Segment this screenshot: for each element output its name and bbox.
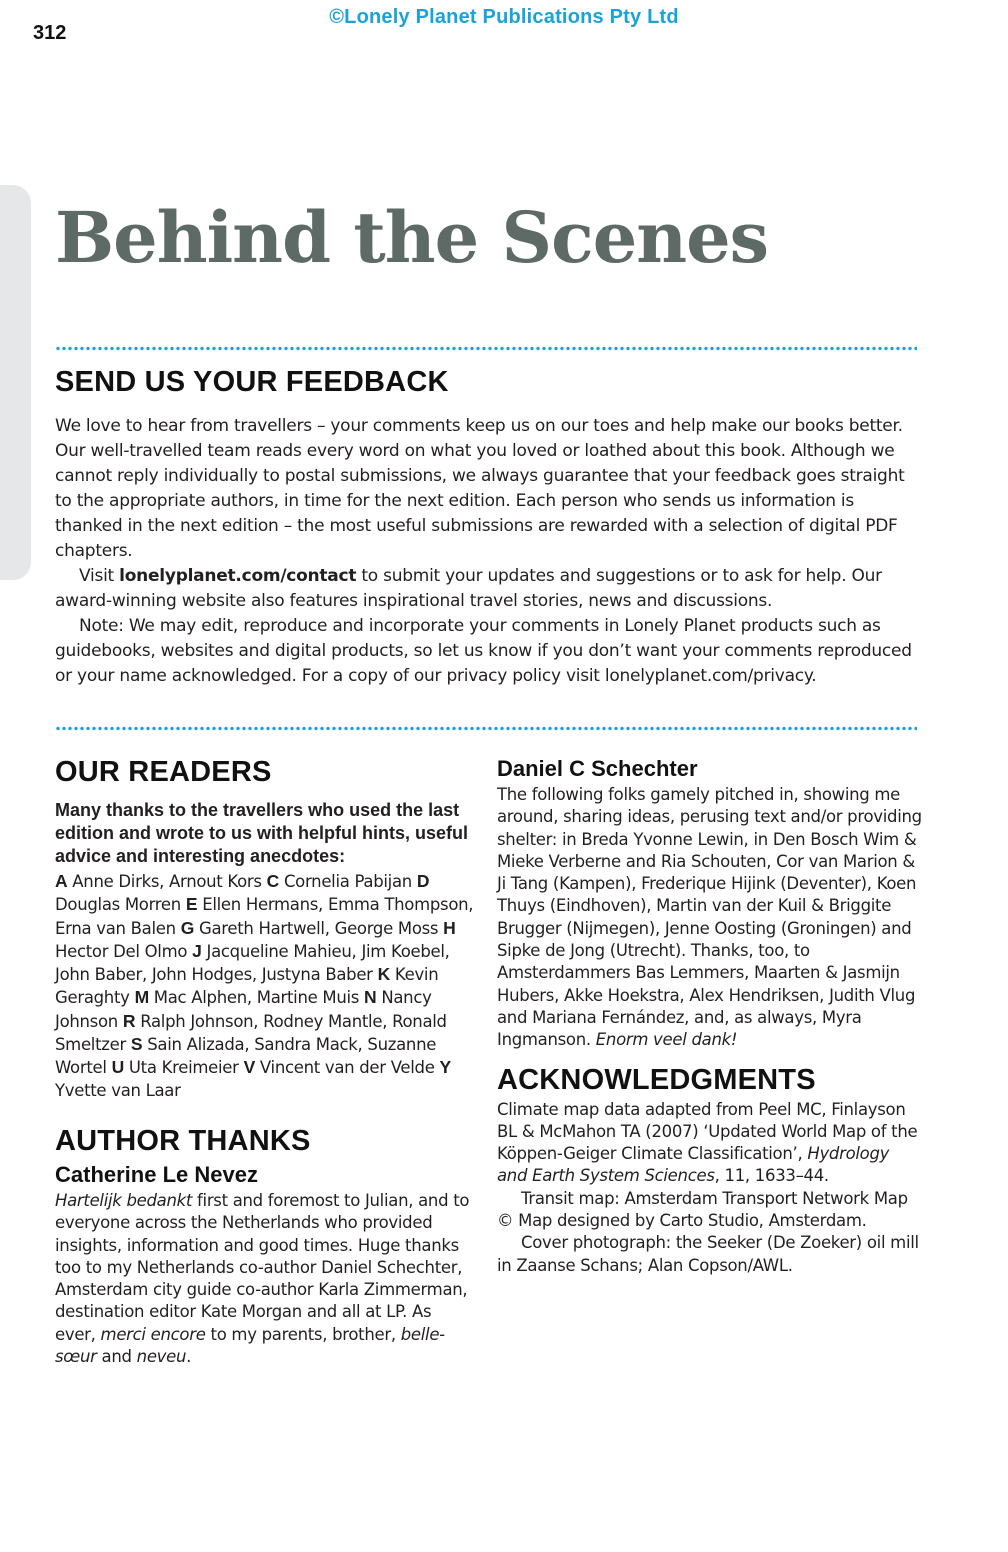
acknowledgments-paragraph-3: Cover photograph: the Seeker (De Zoeker) oil mill in Zaanse Schans; Alan Copson/AWL.	[497, 1233, 919, 1275]
readers-intro: Many thanks to the travellers who used the last edition and wrote to us with helpful hints, useful advice and interesting anecdotes:	[55, 800, 468, 866]
reader-letter: K	[377, 964, 390, 985]
reader-names: Mac Alphen, Martine Muis	[153, 988, 360, 1008]
reader-letter: M	[134, 987, 149, 1008]
right-column	[497, 756, 922, 1277]
feedback-paragraph-3: Note: We may edit, reproduce and incorporate your comments in Lonely Planet products such as guidebooks, websites and digital products, so let us know if you don’t want your comments reproduced or your name acknowledged. For a copy of our privacy policy visit lonelyplanet.com/privacy.	[55, 616, 912, 686]
feedback-paragraph-2	[55, 564, 917, 614]
catherine-italic-1: Hartelijk bedankt	[55, 1190, 193, 1210]
visit-suffix: to submit your updates and suggestions or to ask for help. Our award-winning website also features inspirational travel stories, news and discussions.	[55, 566, 882, 611]
daniel-text: The following folks gamely pitched in, showing me around, sharing ideas, perusing text and/or providing shelter: in Breda Yvonne Lewin, in Den Bosch Wim & Mieke Verberne and Ria Schouten, Cor van Marion & Ji Tang (Kampen), Frederique Hijink (Deventer), Koen Thuys (Eindhoven), Martin van der Kuil & Briggite Brugger (Nijmegen), Jenne Oosting (Groningen) and Sipke de Jong (Utrecht). Thanks, too, to Amsterdammers Bas Lemmers, Maarten & Jasmijn Hubers, Akke Hoekstra, Alex Hendriksen, Judith Vlug and Mariana Fernández, and, as always, Myra Ingmanson.	[497, 785, 922, 1050]
reader-names: Yvette van Laar	[55, 1080, 181, 1100]
reader-letter: C	[266, 871, 279, 891]
feedback-paragraph-1: We love to hear from travellers – your comments keep us on our toes and help make our books better. Our well-travelled team reads every word on what you loved or loathed about this book. Although we cannot reply individually to postal submissions, we always guarantee that your feedback goes straight to the appropriate authors, in time for the next edition. Each person who sends us information is thanked in the next edition – the most useful submissions are rewarded with a selection of digital PDF chapters.	[55, 416, 905, 561]
acknowledgments-paragraph-2: Transit map: Amsterdam Transport Network Map © Map designed by Carto Studio, Amsterdam.	[497, 1188, 908, 1231]
ack-journal: Hydrology and Earth System Sciences	[497, 1144, 890, 1186]
side-tab	[0, 185, 31, 580]
catherine-italic-3: belle-sœur	[55, 1324, 445, 1367]
dotted-divider-bottom	[55, 726, 917, 731]
feedback-heading: SEND US YOUR FEEDBACK	[55, 366, 449, 398]
reader-names: Sain Alizada, Sandra Mack, Suzanne Wortel	[55, 1035, 437, 1078]
acknowledgments-heading: ACKNOWLEDGMENTS	[497, 1063, 816, 1096]
reader-names: Ralph Johnson, Rodney Mantle, Ronald Smeltzer	[55, 1011, 447, 1055]
reader-letter: G	[180, 917, 195, 938]
catherine-italic-2: merci encore	[100, 1324, 206, 1344]
author-thanks-heading: AUTHOR THANKS	[55, 1124, 311, 1157]
author-name-daniel: Daniel C Schechter	[497, 756, 698, 781]
reader-names: Douglas Morren	[55, 895, 181, 915]
reader-names: Cornelia Pabijan	[283, 872, 412, 891]
chapter-title: Behind the Scenes	[55, 196, 769, 279]
feedback-section	[55, 366, 917, 689]
copyright-notice: ©Lonely Planet Publications Pty Ltd	[329, 6, 679, 28]
page-number: 312	[33, 22, 67, 44]
reader-names: Vincent van der Velde	[259, 1058, 435, 1078]
reader-names: Uta Kreimeier	[128, 1058, 239, 1078]
left-column	[55, 756, 475, 1368]
reader-names: Kevin Geraghty	[55, 965, 439, 1008]
reader-letter: A	[55, 871, 68, 891]
reader-letter: D	[416, 871, 430, 891]
catherine-italic-4: neveu	[136, 1347, 187, 1367]
reader-names: Hector Del Olmo	[55, 941, 188, 961]
reader-letter: E	[185, 894, 198, 915]
daniel-italic: Enorm veel dank!	[595, 1030, 738, 1050]
ack-text-1: Climate map data adapted from Peel MC, Finlayson BL & McMahon TA (2007) ‘Updated World Map of the Köppen-Geiger Climate Classification’,	[497, 1099, 918, 1164]
catherine-text-3: and	[96, 1347, 137, 1367]
reader-letter: N	[364, 987, 377, 1008]
reader-names: Nancy Johnson	[55, 988, 432, 1031]
catherine-text-2: to my parents, brother,	[205, 1324, 401, 1344]
catherine-thanks-text	[55, 1190, 475, 1368]
reader-names: Gareth Hartwell, George Moss	[198, 918, 439, 938]
reader-letter: J	[192, 940, 202, 961]
dotted-divider-top	[55, 346, 917, 351]
ack-citation-end: , 11, 1633–44.	[714, 1166, 829, 1186]
catherine-text-4: .	[186, 1347, 192, 1367]
acknowledgments-paragraph-1	[497, 1099, 922, 1188]
contact-link[interactable]: lonelyplanet.com/contact	[119, 566, 357, 586]
reader-letter: R	[122, 1010, 136, 1031]
catherine-text-1: first and foremost to Julian, and to everyone across the Netherlands who provided insights, information and good times. Huge thanks too to my Netherlands co-author Daniel Schechter, Amsterdam city guide co-author Karla Zimmerman, destination editor Kate Morgan and all at LP. As ever,	[55, 1190, 470, 1344]
reader-names: Jacqueline Mahieu, Jim Koebel, John Baber, John Hodges, Justyna Baber	[55, 941, 450, 985]
readers-heading: OUR READERS	[55, 756, 272, 788]
reader-letter: U	[111, 1057, 124, 1078]
readers-name-list	[55, 870, 475, 1102]
reader-names: Ellen Hermans, Emma Thompson, Erna van Balen	[55, 895, 474, 938]
reader-letter: H	[443, 917, 456, 938]
daniel-thanks-text	[497, 784, 922, 1052]
visit-prefix: Visit	[79, 566, 120, 586]
reader-letter: S	[130, 1034, 143, 1055]
reader-letter: V	[243, 1057, 255, 1078]
reader-names: Anne Dirks, Arnout Kors	[72, 872, 262, 891]
author-name-catherine: Catherine Le Nevez	[55, 1161, 258, 1187]
reader-letter: Y	[439, 1057, 451, 1078]
